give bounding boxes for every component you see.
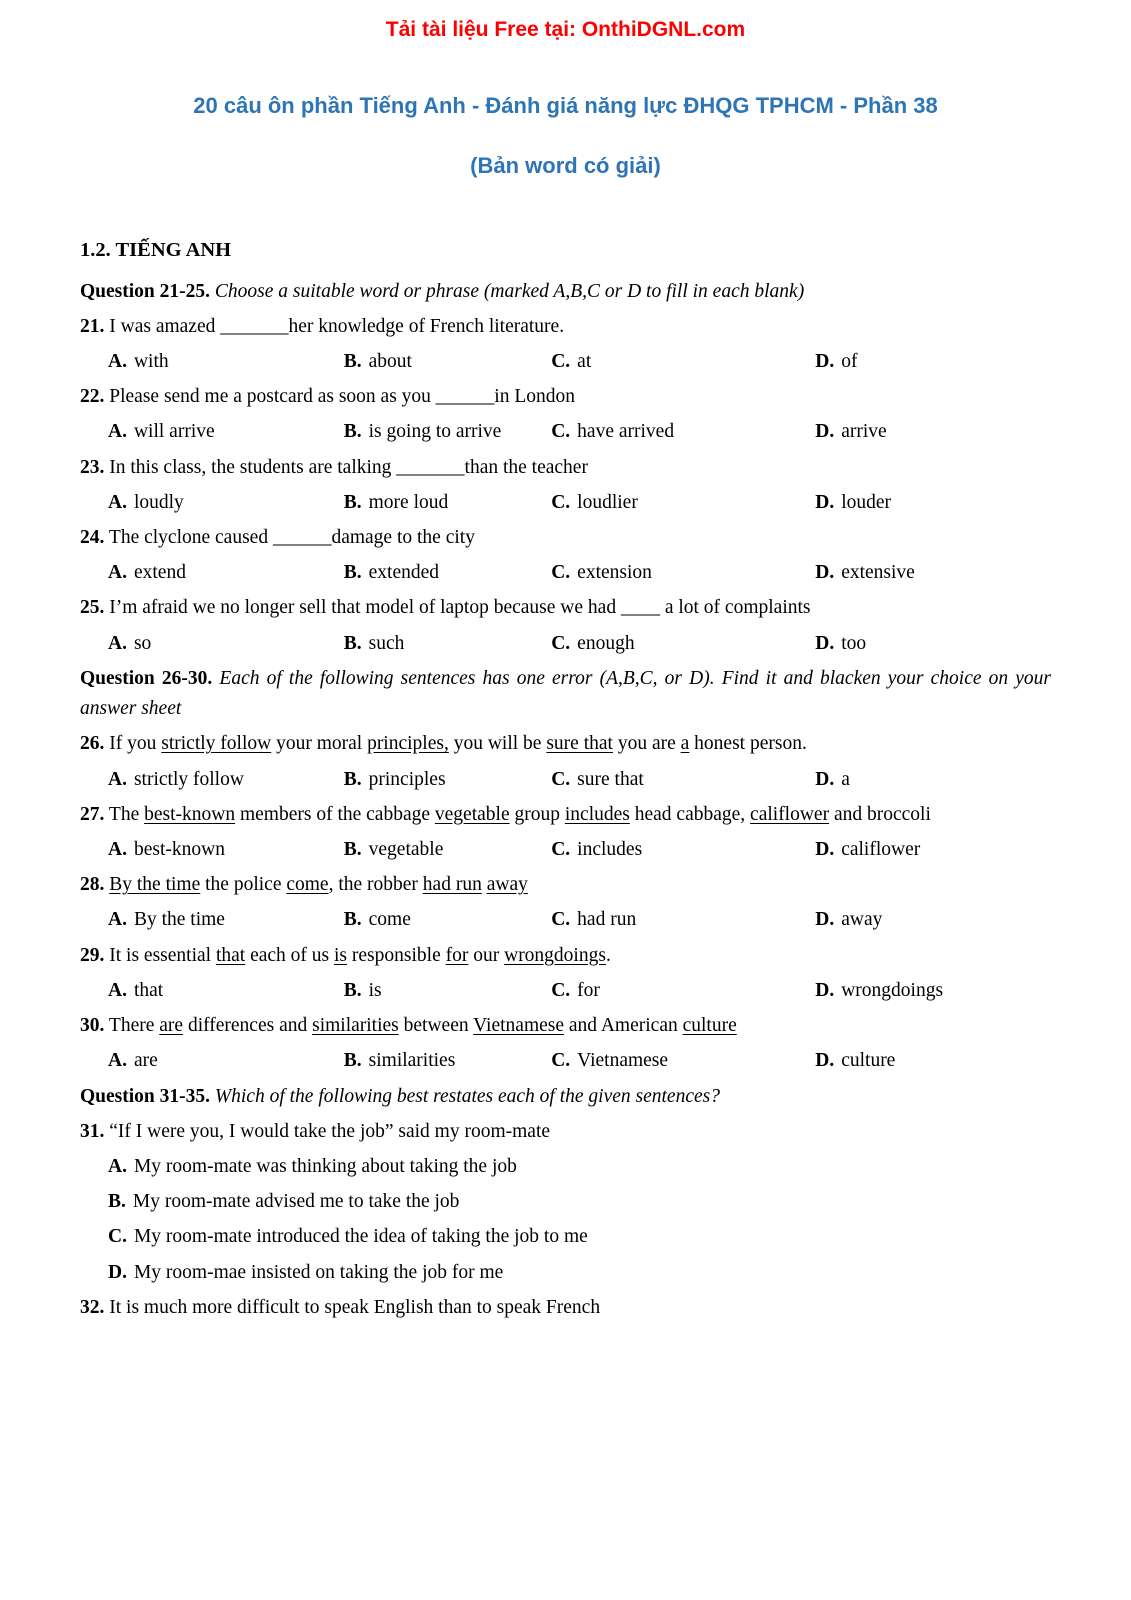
option-d[interactable]	[815, 629, 1051, 659]
option-text: wrongdoings	[841, 979, 944, 1001]
option-text: califlower	[841, 839, 921, 860]
option-letter: A.	[108, 839, 127, 860]
option-text: similarities	[368, 1050, 456, 1072]
question-32-number: 32.	[80, 1296, 105, 1318]
option-c[interactable]	[80, 1222, 1051, 1252]
underlined-segment: wrongdoings	[504, 944, 606, 966]
site-header-link[interactable]: Tải tài liệu Free tại: OnthiDGNL.com	[385, 18, 746, 41]
underlined-segment: that	[215, 944, 246, 966]
option-text: By the time	[133, 909, 225, 931]
option-d[interactable]	[815, 347, 1051, 377]
group-label: Question 26-30.	[80, 667, 213, 689]
option-b[interactable]	[344, 835, 551, 865]
option-text: extend	[133, 562, 186, 584]
question-30	[80, 1011, 1051, 1041]
question-31	[80, 1117, 1051, 1147]
underlined-segment: califlower	[750, 803, 830, 825]
option-b[interactable]	[344, 629, 551, 659]
option-letter: A.	[108, 979, 127, 1001]
option-letter: A.	[108, 421, 127, 443]
question-29-text	[109, 945, 611, 966]
option-letter: D.	[108, 1261, 127, 1283]
option-c[interactable]	[551, 976, 815, 1006]
option-d[interactable]	[80, 1258, 1051, 1288]
question-28-number: 28.	[80, 874, 105, 896]
option-b[interactable]	[344, 905, 551, 935]
option-letter: B.	[343, 979, 362, 1001]
question-28-text	[109, 874, 528, 895]
question-27	[80, 800, 1051, 830]
option-letter: C.	[551, 768, 571, 790]
option-text: My room-mae insisted on taking the job for me	[133, 1261, 504, 1283]
question-25-options	[80, 629, 1051, 659]
question-25-number: 25.	[80, 597, 105, 619]
option-text: with	[133, 350, 169, 372]
question-group-31-35-heading	[80, 1082, 1051, 1112]
option-letter: C.	[551, 632, 571, 654]
option-text: more loud	[368, 491, 449, 513]
underlined-segment: best-known	[144, 803, 236, 825]
underlined-segment: sure that	[546, 733, 613, 755]
option-text: such	[368, 632, 405, 654]
underlined-segment: come	[286, 874, 329, 896]
question-group-26-30-heading	[80, 664, 1051, 724]
option-a[interactable]	[108, 835, 344, 865]
page-subtitle: (Bản word có giải)	[470, 152, 661, 178]
option-text: that	[133, 979, 164, 1001]
text-segment: responsible	[347, 944, 446, 966]
option-text: have arrived	[577, 421, 675, 443]
option-letter: A.	[108, 350, 127, 372]
option-letter: D.	[815, 350, 835, 372]
text-segment: you will be	[448, 733, 547, 755]
page-title: 20 câu ôn phần Tiếng Anh - Đánh giá năng lực ĐHQG TPHCM - Phần 38	[193, 92, 938, 118]
option-letter: D.	[815, 979, 835, 1001]
option-b[interactable]	[344, 558, 551, 588]
text-segment: head cabbage,	[629, 803, 751, 825]
option-text: come	[368, 909, 411, 931]
underlined-segment: principles,	[367, 733, 449, 755]
option-a[interactable]	[108, 558, 344, 588]
option-letter: A.	[108, 909, 127, 931]
question-group-21-25-heading	[80, 277, 1051, 307]
option-letter: B.	[343, 632, 362, 654]
option-text: loudlier	[577, 491, 638, 513]
option-text: is going to arrive	[368, 421, 502, 443]
option-letter: C.	[551, 421, 571, 443]
question-27-text	[109, 804, 931, 825]
question-32-text: It is much more difficult to speak English than to speak French	[109, 1296, 601, 1318]
option-text: had run	[577, 909, 637, 931]
option-text: culture	[841, 1050, 896, 1072]
option-a[interactable]	[108, 417, 344, 447]
question-29-options	[80, 976, 1051, 1006]
text-segment: If you	[109, 733, 162, 755]
option-d[interactable]	[815, 905, 1051, 935]
option-d[interactable]	[815, 835, 1051, 865]
option-d[interactable]	[815, 765, 1051, 795]
text-segment: It is essential	[109, 944, 216, 966]
option-letter: B.	[343, 491, 362, 513]
option-d[interactable]	[815, 1046, 1051, 1076]
question-28	[80, 870, 1051, 900]
option-text: vegetable	[368, 839, 444, 860]
option-letter: D.	[815, 562, 835, 584]
option-text: a	[841, 768, 850, 790]
underlined-segment: is	[334, 944, 348, 966]
option-letter: C.	[551, 562, 571, 584]
option-d[interactable]	[815, 976, 1051, 1006]
option-letter: B.	[343, 1050, 362, 1072]
option-text: extension	[577, 562, 652, 584]
question-24-options	[80, 558, 1051, 588]
option-letter: C.	[551, 1050, 571, 1072]
question-23-text: In this class, the students are talking _______than the teacher	[109, 456, 588, 478]
text-segment: members of the cabbage	[235, 803, 435, 825]
option-letter: A.	[108, 1155, 127, 1177]
option-a[interactable]	[108, 1046, 344, 1076]
option-text: extended	[368, 562, 440, 584]
question-21	[80, 312, 1051, 342]
option-text: at	[577, 350, 592, 372]
question-24-number: 24.	[80, 527, 105, 549]
group-label: Question 31-35.	[80, 1085, 211, 1107]
question-21-number: 21.	[80, 315, 105, 337]
option-c[interactable]	[551, 835, 815, 865]
question-22-options	[80, 417, 1051, 447]
group-instruction: Choose a suitable word or phrase (marked A,B,C or D to fill in each blank)	[214, 280, 805, 302]
option-c[interactable]	[551, 905, 815, 935]
question-31-text: “If I were you, I would take the job” said my room-mate	[109, 1120, 551, 1142]
option-letter: C.	[551, 350, 571, 372]
question-28-options	[80, 905, 1051, 935]
option-text: strictly follow	[133, 768, 244, 790]
option-a[interactable]	[108, 629, 344, 659]
option-letter: A.	[108, 562, 127, 584]
option-letter: C.	[108, 1226, 127, 1248]
text-segment: each of us	[245, 944, 335, 966]
option-text: sure that	[577, 768, 644, 790]
section-heading: 1.2. TIẾNG ANH	[80, 238, 232, 261]
question-24-text: The clyclone caused ______damage to the city	[108, 527, 475, 549]
question-30-options	[80, 1046, 1051, 1076]
option-text: arrive	[841, 421, 887, 443]
underlined-segment: are	[159, 1015, 184, 1037]
underlined-segment: vegetable	[434, 803, 510, 825]
option-c[interactable]	[551, 347, 815, 377]
text-segment: you are	[612, 733, 681, 755]
underlined-segment: away	[486, 874, 528, 896]
underlined-segment: Vietnamese	[473, 1015, 565, 1037]
option-letter: B.	[343, 350, 362, 372]
question-26-text	[109, 733, 807, 754]
option-a[interactable]	[108, 488, 344, 518]
question-23	[80, 453, 1051, 483]
option-text: includes	[577, 839, 643, 860]
question-26	[80, 729, 1051, 759]
option-letter: B.	[343, 839, 362, 860]
question-31-options	[80, 1152, 1051, 1288]
option-letter: B.	[108, 1191, 126, 1213]
text-segment: the police	[200, 874, 287, 896]
option-c[interactable]	[551, 488, 815, 518]
underlined-segment: culture	[682, 1015, 737, 1037]
text-segment: .	[605, 944, 611, 966]
option-text: My room-mate introduced the idea of taking the job to me	[133, 1226, 588, 1248]
option-c[interactable]	[551, 765, 815, 795]
option-text: louder	[841, 491, 892, 513]
text-segment: between	[398, 1015, 474, 1037]
underlined-segment: had run	[422, 874, 482, 896]
text-segment: and broccoli	[829, 803, 931, 825]
question-25-text: I’m afraid we no longer sell that model of laptop because we had ____ a lot of complaints	[109, 597, 811, 619]
option-b[interactable]	[344, 1046, 551, 1076]
text-segment: There	[108, 1015, 160, 1037]
option-letter: C.	[551, 909, 571, 931]
option-letter: D.	[815, 491, 835, 513]
option-b[interactable]	[80, 1187, 1051, 1217]
underlined-segment: By the time	[109, 874, 201, 896]
option-letter: D.	[815, 1050, 835, 1072]
option-text: principles	[368, 768, 446, 790]
option-b[interactable]	[344, 347, 551, 377]
underlined-segment: for	[445, 944, 469, 966]
option-letter: C.	[551, 979, 571, 1001]
option-text: of	[841, 350, 858, 372]
option-letter: A.	[108, 1050, 127, 1072]
question-21-options	[80, 347, 1051, 377]
text-segment: our	[468, 944, 505, 966]
option-text: loudly	[133, 491, 184, 513]
option-b[interactable]	[344, 417, 551, 447]
option-letter: A.	[108, 632, 127, 654]
option-text: will arrive	[133, 421, 215, 443]
option-text: too	[841, 632, 867, 654]
option-letter: C.	[551, 839, 571, 860]
option-letter: B.	[343, 768, 362, 790]
underlined-segment: includes	[564, 803, 630, 825]
option-c[interactable]	[551, 558, 815, 588]
option-b[interactable]	[344, 976, 551, 1006]
question-27-options	[80, 835, 1051, 865]
option-letter: D.	[815, 909, 835, 931]
option-text: are	[133, 1050, 158, 1072]
option-b[interactable]	[344, 765, 551, 795]
question-29-number: 29.	[80, 944, 105, 966]
question-21-text: I was amazed _______her knowledge of French literature.	[109, 315, 565, 337]
question-22	[80, 382, 1051, 412]
option-text: enough	[577, 632, 635, 654]
option-text: about	[368, 350, 412, 372]
underlined-segment: a	[680, 733, 690, 755]
option-text: is	[368, 979, 382, 1001]
text-segment: and American	[564, 1015, 683, 1037]
option-letter: D.	[815, 421, 835, 443]
question-22-number: 22.	[80, 386, 105, 408]
question-27-number: 27.	[80, 803, 105, 825]
option-a[interactable]	[108, 905, 344, 935]
option-letter: B.	[343, 909, 362, 931]
text-segment: The	[108, 803, 145, 825]
question-24	[80, 523, 1051, 553]
option-text: so	[133, 632, 152, 654]
text-segment: , the robber	[328, 874, 423, 896]
option-a[interactable]	[108, 765, 344, 795]
option-letter: A.	[108, 768, 127, 790]
option-letter: C.	[551, 491, 571, 513]
option-text: extensive	[841, 562, 915, 584]
text-segment: your moral	[271, 733, 368, 755]
option-letter: B.	[343, 421, 362, 443]
question-31-number: 31.	[80, 1120, 105, 1142]
question-32	[80, 1293, 1051, 1323]
question-22-text: Please send me a postcard as soon as you ______in London	[109, 386, 576, 408]
option-c[interactable]	[551, 1046, 815, 1076]
option-c[interactable]	[551, 417, 815, 447]
question-26-options	[80, 765, 1051, 795]
text-segment: honest person.	[689, 733, 807, 755]
option-c[interactable]	[551, 629, 815, 659]
question-23-options	[80, 488, 1051, 518]
question-25	[80, 593, 1051, 623]
option-letter: A.	[108, 491, 127, 513]
option-a[interactable]	[108, 976, 344, 1006]
text-segment: group	[509, 803, 565, 825]
option-letter: D.	[815, 632, 835, 654]
option-text: My room-mate advised me to take the job	[132, 1191, 460, 1213]
question-30-number: 30.	[80, 1015, 105, 1037]
option-d[interactable]	[815, 417, 1051, 447]
group-label: Question 21-25.	[80, 280, 211, 302]
underlined-segment: strictly follow	[161, 733, 272, 755]
option-a[interactable]	[108, 347, 344, 377]
question-29	[80, 941, 1051, 971]
group-instruction: Each of the following sentences has one error (A,B,C, or D). Find it and blacken your choice on your answer sheet	[80, 667, 1052, 720]
option-text: My room-mate was thinking about taking the job	[133, 1155, 517, 1177]
option-text: for	[577, 979, 600, 1001]
group-instruction: Which of the following best restates each of the given sentences?	[214, 1085, 720, 1107]
option-b[interactable]	[344, 488, 551, 518]
option-d[interactable]	[815, 558, 1051, 588]
option-letter: D.	[815, 768, 835, 790]
text-segment: differences and	[183, 1015, 313, 1037]
option-a[interactable]	[80, 1152, 1051, 1182]
option-text: best-known	[133, 839, 225, 860]
option-text: away	[841, 909, 883, 931]
underlined-segment: similarities	[312, 1015, 399, 1037]
question-23-number: 23.	[80, 456, 105, 478]
option-letter: B.	[343, 562, 362, 584]
question-26-number: 26.	[80, 733, 105, 755]
option-text: Vietnamese	[577, 1050, 669, 1072]
option-d[interactable]	[815, 488, 1051, 518]
question-30-text	[109, 1015, 737, 1036]
option-letter: D.	[815, 839, 835, 860]
